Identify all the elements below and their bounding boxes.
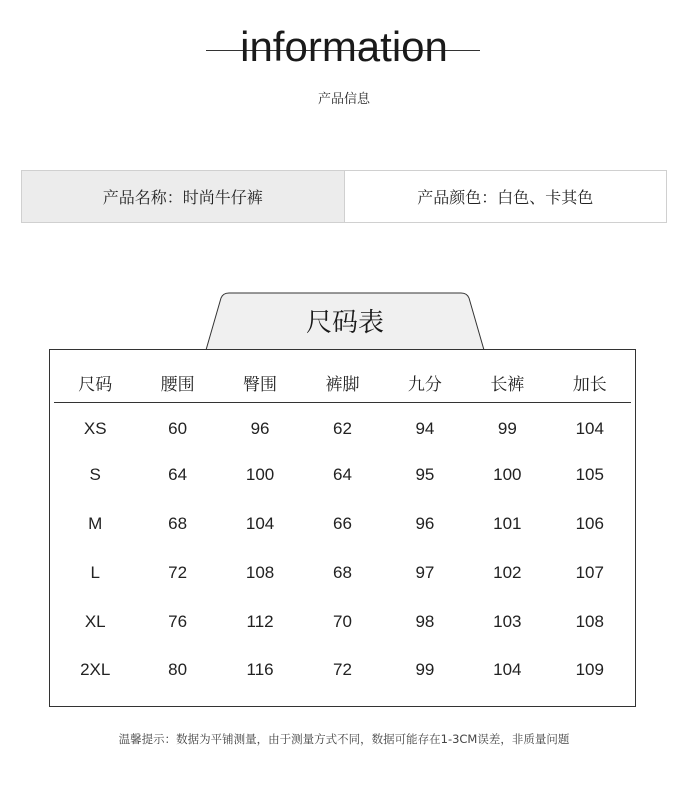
table-cell: 95: [415, 465, 435, 485]
size-chart-tab: [205, 292, 485, 350]
table-cell: 62: [333, 418, 352, 438]
table-cell: 104: [575, 418, 604, 438]
table-row: [54, 451, 631, 500]
table-cell: M: [88, 513, 103, 533]
table-cell: 106: [575, 513, 604, 533]
product-color: 产品颜色：白色、卡其色: [417, 188, 594, 207]
column-header: 长裤: [466, 364, 548, 402]
table-cell: 109: [575, 660, 604, 680]
column-header: 裤脚: [301, 364, 383, 402]
size-table: [54, 364, 631, 695]
column-header: 尺码: [54, 364, 136, 402]
table-row: [54, 548, 631, 597]
table-cell: 103: [493, 611, 522, 631]
table-cell: S: [89, 465, 101, 485]
table-cell: 70: [333, 611, 352, 631]
table-cell: 68: [168, 513, 188, 533]
table-row: [54, 402, 631, 451]
table-cell: 112: [246, 611, 274, 631]
table-cell: XL: [84, 611, 106, 631]
table-cell: XS: [83, 418, 107, 438]
table-cell: 102: [493, 562, 522, 582]
table-cell: 60: [168, 418, 188, 438]
table-row: [54, 646, 631, 695]
size-chart-title: 尺码表: [305, 308, 384, 338]
table-cell: 108: [245, 562, 275, 582]
size-chart: [49, 349, 636, 707]
table-cell: 94: [415, 418, 435, 438]
page-title: information: [240, 23, 448, 70]
title-block: [0, 22, 688, 72]
table-header-row: [54, 364, 631, 402]
table-cell: 96: [250, 418, 270, 438]
table-cell: 98: [415, 611, 435, 631]
footnote: 温馨提示：数据为平铺测量，由于测量方式不同，数据可能存在1-3CM误差，非质量问题: [118, 732, 570, 746]
table-cell: 80: [168, 660, 188, 680]
table-cell: 108: [575, 611, 604, 631]
page-subtitle: 产品信息: [317, 92, 370, 107]
table-cell: 99: [497, 418, 517, 438]
table-cell: 64: [168, 465, 188, 485]
table-cell: 68: [333, 562, 352, 582]
table-cell: 96: [415, 513, 435, 533]
column-header: 臀围: [219, 364, 301, 402]
table-cell: 100: [493, 465, 522, 485]
table-cell: 105: [575, 465, 604, 485]
product-name: 产品名称：时尚牛仔裤: [22, 171, 345, 222]
table-row: [54, 500, 631, 549]
table-cell: 107: [575, 562, 604, 582]
table-cell: 116: [246, 660, 274, 680]
table-cell: 72: [333, 660, 352, 680]
table-cell: 76: [168, 611, 188, 631]
table-cell: 100: [245, 465, 275, 485]
table-cell: 101: [493, 513, 522, 533]
table-cell: 97: [415, 562, 435, 582]
table-row: [54, 597, 631, 646]
table-cell: 99: [415, 660, 435, 680]
column-header: 加长: [549, 364, 631, 402]
table-cell: 2XL: [80, 660, 111, 680]
product-info-bar: [21, 170, 667, 223]
table-cell: 66: [333, 513, 352, 533]
column-header: 九分: [384, 364, 466, 402]
table-cell: 64: [333, 465, 352, 485]
table-cell: 72: [168, 562, 188, 582]
table-cell: 104: [493, 660, 522, 680]
table-cell: L: [90, 562, 100, 582]
table-cell: 104: [245, 513, 275, 533]
column-header: 腰围: [136, 364, 218, 402]
